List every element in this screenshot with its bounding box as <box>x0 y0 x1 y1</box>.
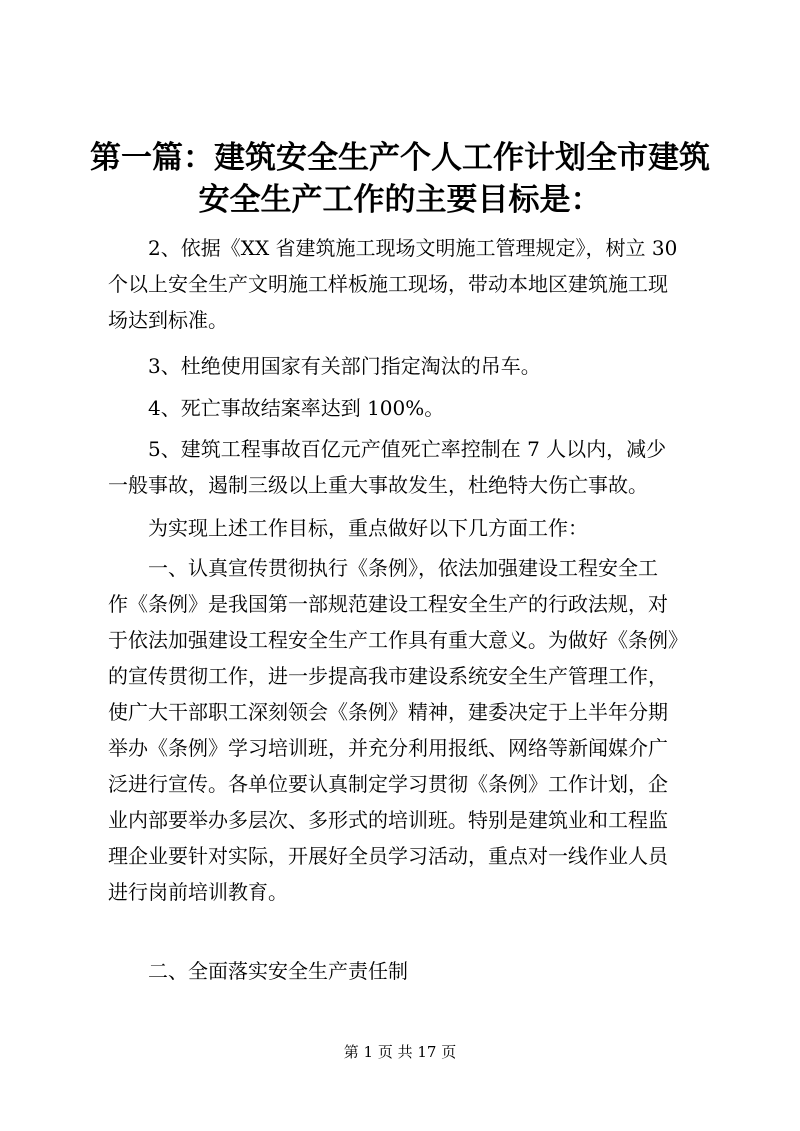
page-footer: 第 1 页 共 17 页 <box>343 1043 457 1061</box>
paragraph-line: 个以上安全生产文明施工样板施工现场，带动本地区建筑施工现 <box>108 272 668 296</box>
paragraph-line: 一般事故，遏制三级以上重大事故发生，杜绝特大伤亡事故。 <box>108 473 648 497</box>
paragraph-line: 3、杜绝使用国家有关部门指定淘汰的吊车。 <box>148 354 541 378</box>
paragraph-line: 5、建筑工程事故百亿元产值死亡率控制在 7 人以内，减少 <box>148 437 667 461</box>
paragraph-line: 的宣传贯彻工作，进一步提高我市建设系统安全生产管理工作， <box>108 664 668 688</box>
paragraph-line: 4、死亡事故结案率达到 100%。 <box>148 396 445 420</box>
paragraph-section-2 <box>108 953 708 989</box>
paragraph-line: 业内部要举办多层次、多形式的培训班。特别是建筑业和工程监 <box>108 808 668 832</box>
paragraph-intro <box>108 510 708 546</box>
paragraph-line: 2、依据《XX 省建筑施工现场文明施工管理规定》，树立 30 <box>148 236 678 260</box>
paragraph-section-1 <box>108 550 708 910</box>
paragraph-line: 二、全面落实安全生产责任制 <box>148 959 408 983</box>
paragraph-goal-3 <box>108 348 708 384</box>
paragraph-goal-5 <box>108 431 708 503</box>
paragraph-line: 一、认真宣传贯彻执行《条例》，依法加强建设工程安全工 <box>148 556 658 580</box>
paragraph-line: 为实现上述工作目标，重点做好以下几方面工作： <box>148 516 588 540</box>
paragraph-goal-4 <box>108 390 708 426</box>
paragraph-line: 使广大干部职工深刻领会《条例》精神，建委决定于上半年分期 <box>108 700 668 724</box>
paragraph-line: 泛进行宣传。各单位要认真制定学习贯彻《条例》工作计划，企 <box>108 772 668 796</box>
document-title-line-2: 安全生产工作的主要目标是： <box>198 182 602 218</box>
paragraph-line: 举办《条例》学习培训班，并充分利用报纸、网络等新闻媒介广 <box>108 736 668 760</box>
paragraph-line: 于依法加强建设工程安全生产工作具有重大意义。为做好《条例》 <box>108 628 688 652</box>
document-title-line-1: 第一篇：建筑安全生产个人工作计划全市建筑 <box>90 140 710 176</box>
paragraph-line: 进行岗前培训教育。 <box>108 880 288 904</box>
paragraph-line: 理企业要针对实际，开展好全员学习活动，重点对一线作业人员 <box>108 844 668 868</box>
paragraph-line: 场达到标准。 <box>108 308 228 332</box>
paragraph-goal-2 <box>108 230 708 338</box>
paragraph-line: 作《条例》是我国第一部规范建设工程安全生产的行政法规，对 <box>108 592 668 616</box>
